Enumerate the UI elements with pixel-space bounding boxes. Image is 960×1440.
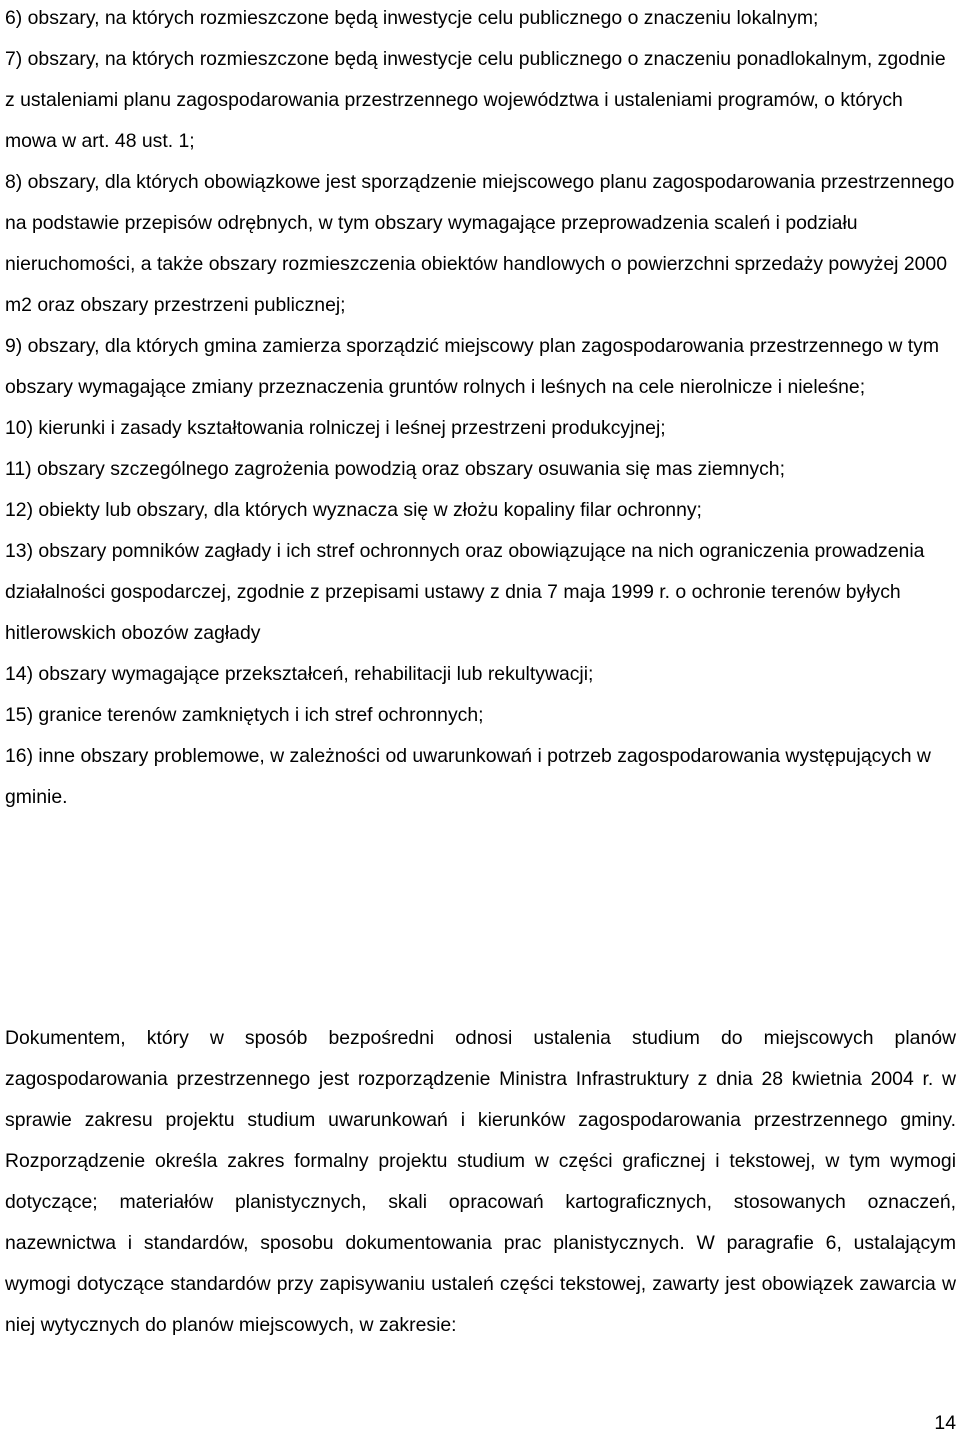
list-item-6: 6) obszary, na których rozmieszczone będą inwestycje celu publicznego o znaczeniu lokalnym;: [5, 7, 819, 29]
page-number: 14: [934, 1412, 956, 1434]
list-item-11: 11) obszary szczególnego zagrożenia powodzią oraz obszary osuwania się mas ziemnych;: [5, 458, 785, 480]
list-item-12: 12) obiekty lub obszary, dla których wyznacza się w złożu kopaliny filar ochronny;: [5, 499, 702, 521]
enumerated-list: [5, 0, 956, 818]
list-item-16: 16) inne obszary problemowe, w zależności od uwarunkowań i potrzeb zagospodarowania występujących w gminie.: [5, 745, 931, 808]
list-item-10: 10) kierunki i zasady kształtowania rolniczej i leśnej przestrzeni produkcyjnej;: [5, 417, 666, 439]
list-item-7: 7) obszary, na których rozmieszczone będą inwestycje celu publicznego o znaczeniu ponadlokalnym, zgodnie z ustaleniami planu zagospodarowania przestrzennego województwa i ustaleniami programów, o których mowa w art. 48 ust. 1;: [5, 48, 946, 152]
list-item-13: 13) obszary pomników zagłady i ich stref ochronnych oraz obowiązujące na nich ograniczenia prowadzenia działalności gospodarczej, zgodnie z przepisami ustawy z dnia 7 maja 1999 r. o ochronie terenów byłych hitlerowskich obozów zagłady: [5, 540, 925, 644]
list-item-15: 15) granice terenów zamkniętych i ich stref ochronnych;: [5, 704, 484, 726]
list-item-9: 9) obszary, dla których gmina zamierza sporządzić miejscowy plan zagospodarowania przestrzennego w tym obszary wymagające zmiany przeznaczenia gruntów rolnych i leśnych na cele nierolnicze i nieleśne;: [5, 335, 940, 398]
list-item-8: 8) obszary, dla których obowiązkowe jest sporządzenie miejscowego planu zagospodarowania przestrzennego na podstawie przepisów odrębnych, w tym obszary wymagające przeprowadzenia scaleń i podziału nieruchomości, a także obszary rozmieszczenia obiektów handlowych o powierzchni sprzedaży powyżej 2000 m2 oraz obszary przestrzeni publicznej;: [5, 171, 955, 316]
list-item-14: 14) obszary wymagające przekształceń, rehabilitacji lub rekultywacji;: [5, 663, 594, 685]
body-paragraph: Dokumentem, który w sposób bezpośredni odnosi ustalenia studium do miejscowych planów zagospodarowania przestrzennego jest rozporządzenie Ministra Infrastruktury z dnia 28 kwietnia 2004 r. w sprawie zakresu projektu studium uwarunkowań i kierunków zagospodarowania przestrzennego gminy. Rozporządzenie określa zakres formalny projektu studium w części graficznej i tekstowej, w tym wymogi dotyczące; materiałów planistycznych, skali opracowań kartograficznych, stosowanych oznaczeń, nazewnictwa i standardów, sposobu dokumentowania prac planistycznych. W paragrafie 6, ustalającym wymogi dotyczące standardów przy zapisywaniu ustaleń części tekstowej, zawarty jest obowiązek zawarcia w niej wytycznych do planów miejscowych, w zakresie:: [5, 1027, 956, 1336]
